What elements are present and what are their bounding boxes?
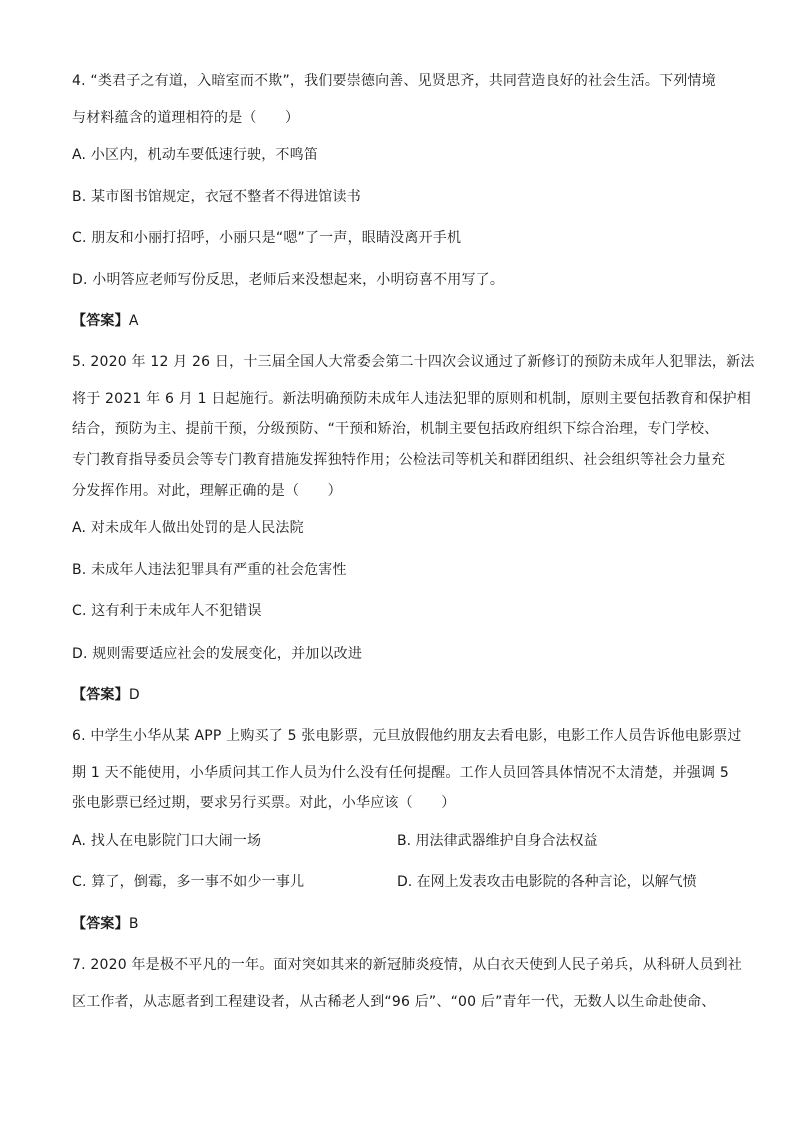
- answer-label: 【答案】: [72, 916, 129, 932]
- q6-stem-line-2: 期 1 天不能使用，小华质问其工作人员为什么没有任何提醒。工作人员回答具体情况不太清楚，并强调 5: [72, 765, 729, 781]
- q5-stem-line-2: 将于 2021 年 6 月 1 日起施行。新法明确预防未成年人违法犯罪的原则和机制，原则主要包括教育和保护相: [72, 391, 751, 407]
- q6-option-c: C. 算了，倒霉，多一事不如少一事儿: [72, 874, 305, 890]
- q6-option-d: D. 在网上发表攻击电影院的各种言论，以解气愤: [397, 874, 697, 890]
- q5-stem-line-1: 5. 2020 年 12 月 26 日，十三届全国人大常委会第二十四次会议通过了新修订的预防未成年人犯罪法，新法: [72, 354, 755, 370]
- q4-option-a: A. 小区内，机动车要低速行驶，不鸣笛: [72, 147, 319, 163]
- q4-option-d: D. 小明答应老师写份反思，老师后来没想起来，小明窃喜不用写了。: [72, 272, 505, 288]
- answer-value: B: [128, 916, 139, 932]
- answer-value: D: [128, 687, 140, 703]
- q4-stem-line-1: 4. “类君子之有道，入暗室而不欺”，我们要崇德向善、见贤思齐，共同营造良好的社会生活。下列情境: [72, 73, 716, 89]
- q5-stem-line-5: 分发挥作用。对此，理解正确的是（ ）: [72, 483, 342, 499]
- q6-option-a: A. 找人在电影院门口大闹一场: [72, 833, 262, 849]
- answer-label: 【答案】: [72, 687, 129, 703]
- answer-value: A: [128, 313, 139, 329]
- q4-stem-line-2: 与材料蕴含的道理相符的是（ ）: [72, 110, 300, 126]
- answer-label: 【答案】: [72, 313, 129, 329]
- q6-option-b: B. 用法律武器维护自身合法权益: [397, 833, 598, 849]
- q5-option-c: C. 这有利于未成年人不犯错误: [72, 603, 262, 619]
- q5-answer: [72, 685, 140, 705]
- q7-stem-line-2: 区工作者，从志愿者到工程建设者，从古稀老人到“96 后”、“00 后”青年一代，无数人以生命赴使命、: [72, 994, 716, 1010]
- q5-stem-line-3: 结合，预防为主、提前干预，分级预防、“干预和矫治，机制主要包括政府组织下综合治理，专门学校、: [72, 421, 719, 437]
- q5-option-b: B. 未成年人违法犯罪具有严重的社会危害性: [72, 562, 347, 578]
- q5-option-d: D. 规则需要适应社会的发展变化，并加以改进: [72, 646, 363, 662]
- q6-stem-line-1: 6. 中学生小华从某 APP 上购买了 5 张电影票，元旦放假他约朋友去看电影，电影工作人员告诉他电影票过: [72, 728, 742, 744]
- q5-stem-line-4: 专门教育指导委员会等专门教育措施发挥独特作用；公检法司等机关和群团组织、社会组织等社会力量充: [72, 452, 726, 468]
- q5-option-a: A. 对未成年人做出处罚的是人民法院: [72, 520, 304, 536]
- q4-option-b: B. 某市图书馆规定，衣冠不整者不得进馆读书: [72, 189, 361, 205]
- q4-option-c: C. 朋友和小丽打招呼，小丽只是“嗯”了一声，眼睛没离开手机: [72, 230, 462, 246]
- q6-stem-line-3: 张电影票已经过期，要求另行买票。对此，小华应该（ ）: [72, 795, 456, 811]
- q6-answer: [72, 914, 139, 934]
- q7-stem-line-1: 7. 2020 年是极不平凡的一年。面对突如其来的新冠肺炎疫情，从白衣天使到人民子弟兵，从科研人员到社: [72, 957, 743, 973]
- q4-answer: [72, 311, 139, 331]
